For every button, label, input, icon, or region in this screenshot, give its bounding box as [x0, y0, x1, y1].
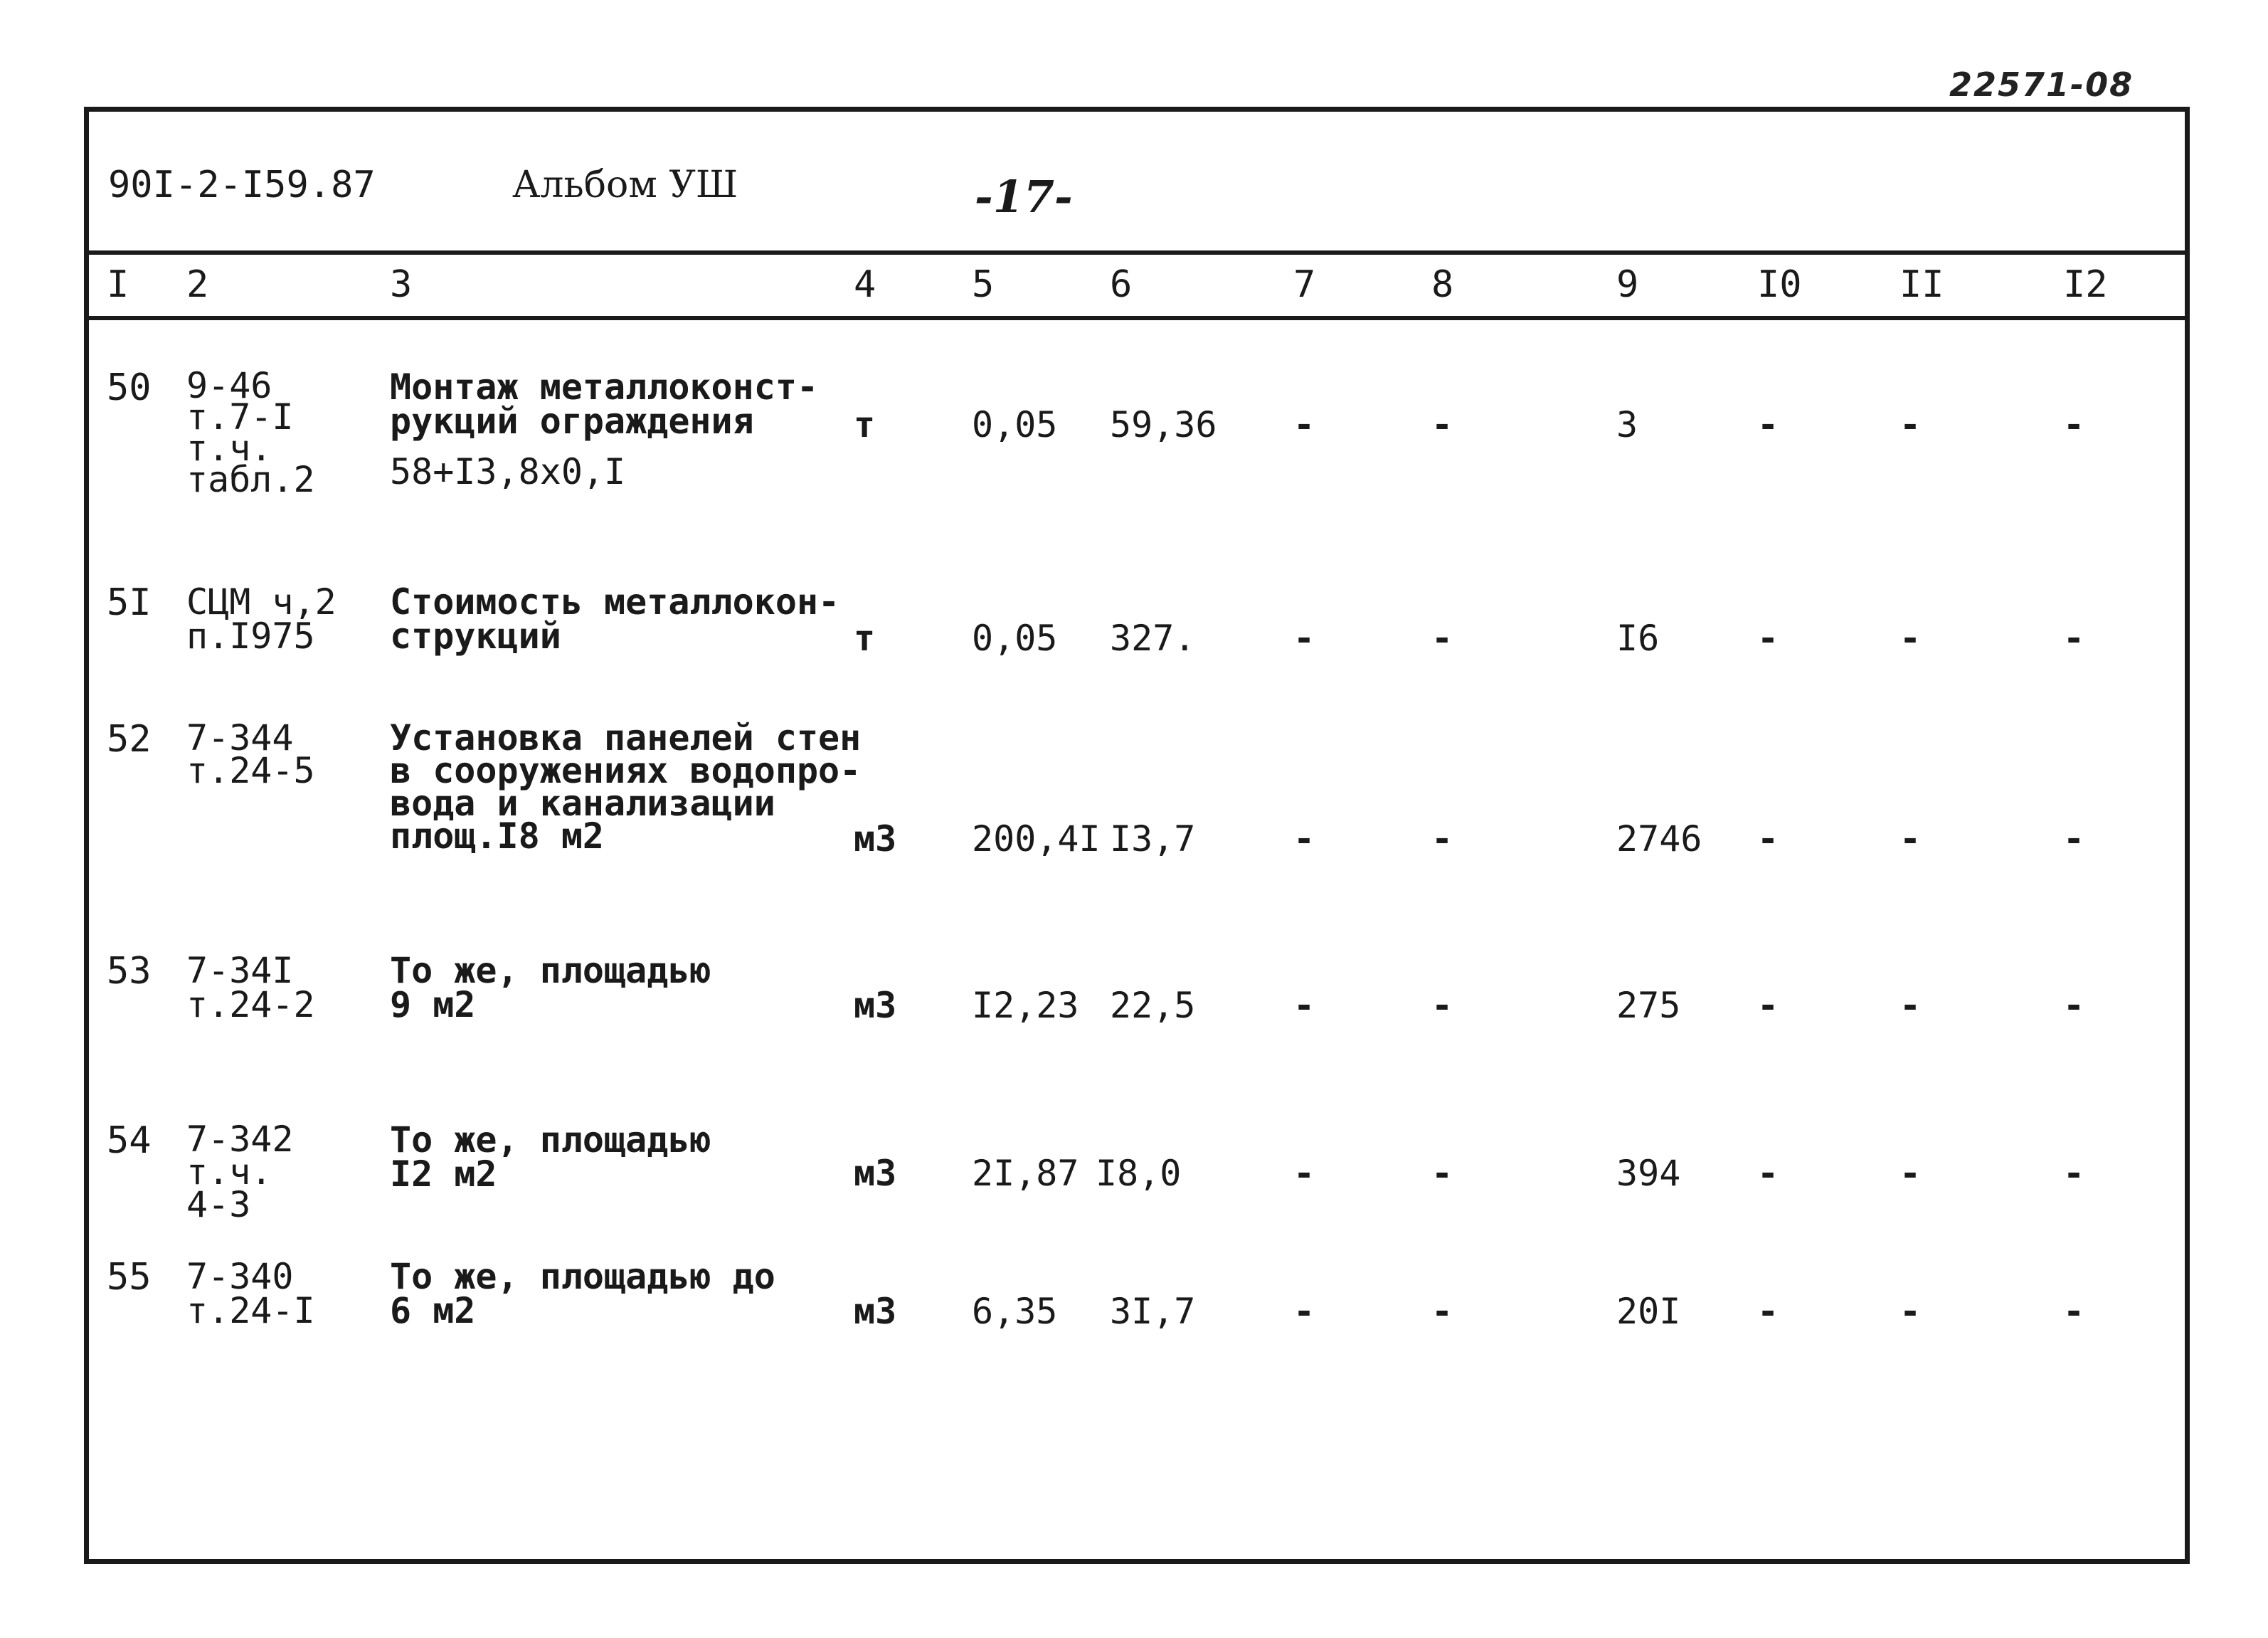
- table-row-description: То же, площадью 9 м2: [390, 950, 711, 1025]
- table-row-description: То же, площадью I2 м2: [390, 1119, 711, 1195]
- table-row-price: I8,0: [1096, 1153, 1182, 1194]
- table-row-col8: -: [1431, 1291, 1453, 1332]
- column-header-11: II: [1899, 263, 1944, 306]
- table-row-number: 55: [107, 1256, 152, 1299]
- column-header-1: I: [107, 263, 129, 306]
- table-row-col7: -: [1293, 404, 1315, 445]
- table-row-quantity: 2I,87: [972, 1153, 1079, 1194]
- table-row-col11: -: [1899, 1153, 1922, 1194]
- table-row-quantity: 200,4I: [972, 818, 1101, 860]
- table-row-col12: -: [2063, 818, 2085, 860]
- table-row-formula: 58+I3,8x0,I: [390, 451, 626, 492]
- table-row-col11: -: [1899, 985, 1922, 1026]
- table-row-col11: -: [1899, 404, 1922, 445]
- table-row-total: 394: [1616, 1153, 1681, 1194]
- table-row-reference: СЦМ ч,2 п.I975: [186, 581, 337, 657]
- header-rule-bottom: [84, 316, 2190, 320]
- table-row-number: 53: [107, 950, 152, 993]
- table-row-number: 50: [107, 366, 152, 409]
- table-row-description: То же, площадью до 6 м2: [390, 1256, 775, 1331]
- table-row-unit: м3: [854, 1291, 897, 1332]
- table-row-col11: -: [1899, 1291, 1922, 1332]
- table-row-col7: -: [1293, 1153, 1315, 1194]
- table-row-description: Монтаж металлоконст- рукций ограждения: [390, 366, 819, 442]
- table-row-col7: -: [1293, 1291, 1315, 1332]
- table-row-unit: м3: [854, 1153, 897, 1194]
- column-header-12: I2: [2063, 263, 2108, 306]
- album-label: Альбом УШ: [512, 164, 738, 206]
- table-row-total: 20I: [1616, 1291, 1681, 1332]
- table-row-col8: -: [1431, 404, 1453, 445]
- column-header-2: 2: [186, 263, 209, 306]
- table-row-col8: -: [1431, 1153, 1453, 1194]
- table-row-total: 2746: [1616, 818, 1702, 860]
- table-row-number: 5I: [107, 581, 152, 624]
- table-row-unit: м3: [854, 818, 897, 860]
- table-row-reference: 7-340 т.24-I: [186, 1256, 315, 1331]
- table-row-unit: т: [854, 618, 876, 659]
- table-row-col10: -: [1757, 1153, 1779, 1194]
- table-row-col8: -: [1431, 985, 1453, 1026]
- table-row-col11: -: [1899, 618, 1922, 659]
- table-row-total: 3: [1616, 404, 1638, 445]
- table-row-price: 59,36: [1110, 404, 1217, 445]
- table-row-description: Установка панелей стен в сооружениях водопро- вода и канализации площ.I8 м2: [390, 717, 862, 857]
- table-row-quantity: 0,05: [972, 618, 1058, 659]
- table-row-col10: -: [1757, 404, 1779, 445]
- table-row-col8: -: [1431, 818, 1453, 860]
- table-row-price: 327.: [1110, 618, 1196, 659]
- table-row-price: 3I,7: [1110, 1291, 1196, 1332]
- column-header-6: 6: [1110, 263, 1133, 306]
- table-row-col7: -: [1293, 985, 1315, 1026]
- table-row-unit: м3: [854, 985, 897, 1026]
- table-row-col10: -: [1757, 818, 1779, 860]
- table-row-reference: 7-34I т.24-2: [186, 950, 315, 1025]
- table-row-reference: 9-46 т.7-I т.ч. табл.2: [186, 365, 315, 500]
- table-row-number: 54: [107, 1119, 152, 1162]
- table-row-reference: 7-344 т.24-5: [186, 717, 315, 791]
- table-row-quantity: 6,35: [972, 1291, 1058, 1332]
- column-header-7: 7: [1293, 263, 1316, 306]
- page-number: -17-: [975, 171, 1073, 223]
- column-header-9: 9: [1616, 263, 1639, 306]
- table-row-reference: 7-342 т.ч. 4-3: [186, 1119, 294, 1225]
- table-row-quantity: I2,23: [972, 985, 1079, 1026]
- document-code: 90I-2-I59.87: [108, 164, 376, 206]
- table-row-col12: -: [2063, 1153, 2085, 1194]
- table-row-quantity: 0,05: [972, 404, 1058, 445]
- table-row-col10: -: [1757, 618, 1779, 659]
- table-row-col10: -: [1757, 1291, 1779, 1332]
- column-header-8: 8: [1431, 263, 1454, 306]
- column-header-10: I0: [1757, 263, 1802, 306]
- column-header-5: 5: [972, 263, 995, 306]
- header-rule-top: [84, 250, 2190, 255]
- table-row-col12: -: [2063, 985, 2085, 1026]
- table-row-description: Стоимость металлокон- струкций: [390, 581, 840, 657]
- table-row-col12: -: [2063, 404, 2085, 445]
- table-row-col12: -: [2063, 1291, 2085, 1332]
- table-row-price: 22,5: [1110, 985, 1196, 1026]
- table-row-col10: -: [1757, 985, 1779, 1026]
- table-row-total: 275: [1616, 985, 1681, 1026]
- table-row-col8: -: [1431, 618, 1453, 659]
- table-row-col11: -: [1899, 818, 1922, 860]
- table-row-unit: т: [854, 404, 876, 445]
- table-row-total: I6: [1616, 618, 1660, 659]
- table-row-col7: -: [1293, 818, 1315, 860]
- table-row-col12: -: [2063, 618, 2085, 659]
- column-header-4: 4: [854, 263, 876, 306]
- table-row-price: I3,7: [1110, 818, 1196, 860]
- table-row-col7: -: [1293, 618, 1315, 659]
- column-header-3: 3: [390, 263, 413, 306]
- table-row-number: 52: [107, 718, 152, 761]
- document-stamp: 22571-08: [1949, 65, 2134, 104]
